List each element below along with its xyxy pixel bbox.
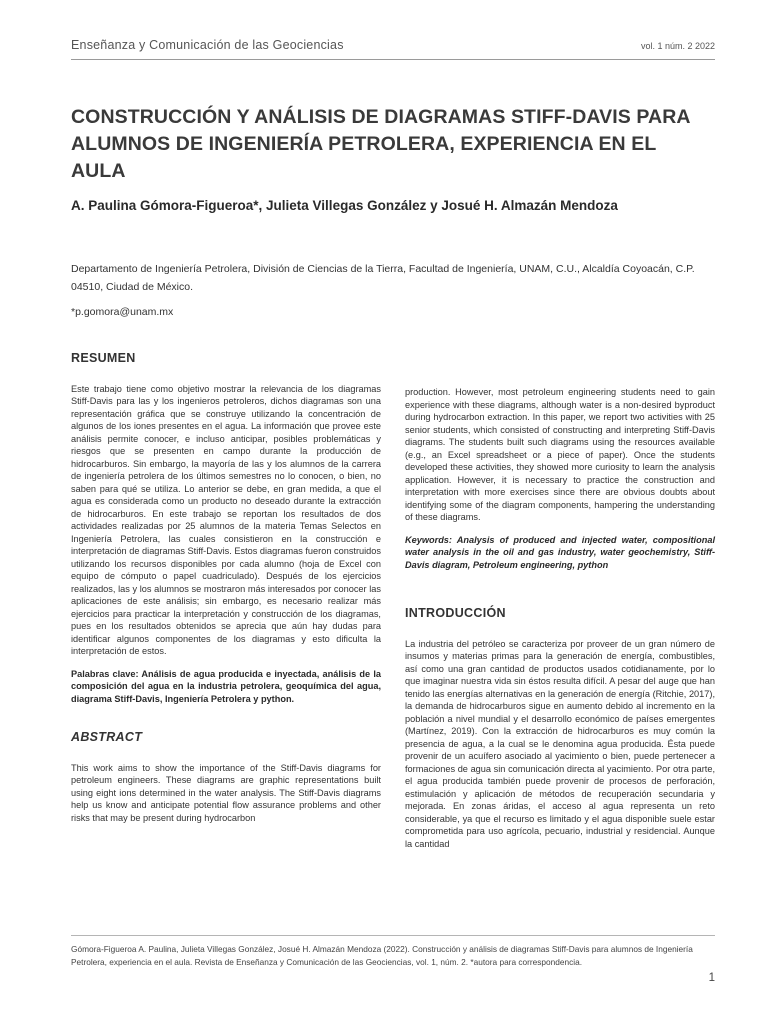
citation-text: Gómora-Figueroa A. Paulina, Julieta Villegas González, Josué H. Almazán Mendoza (2022). Construcción y análisis de diagramas Stiff-Davis para alumnos de Ingeniería Petrolera, experiencia en el aula. Revista de Enseñanza y Comunicación de las Geociencias, vol. 1, núm. 2. *autora para correspondencia. (71, 944, 693, 967)
abstract-body-part2: production. However, most petroleum engineering students need to gain experience with these diagrams, although water is a non-desired byproduct during hydrocarbon extraction. In this paper, we report two activities with 25 senior students, which consisted of constructing and interpreting Stiff-Davis diagrams. The students built such diagrams using the resources available (e.g., an Excel spreadsheet or a piece of paper). Once the students developed these activities, they showed more curiosity to learn the analysis application. However, it is necessary to practice the construction and interpretation with more exercises since there are obvious doubts about identifying some of the diagram components, hampering the understanding of these diagrams. (405, 387, 715, 522)
author-list: A. Paulina Gómora-Figueroa*, Julieta Villegas González y Josué H. Almazán Mendoza (71, 198, 618, 213)
keywords: Keywords: Analysis of produced and injected water, compositional water analysis in the oil and gas industry, water geochemistry, Stiff-Davis diagram, Petroleum engineering, python (405, 534, 715, 570)
issue-info: vol. 1 núm. 2 2022 (640, 41, 715, 51)
affiliation: Departamento de Ingeniería Petrolera, División de Ciencias de la Tierra, Facultad de Ingeniería, UNAM, C.U., Alcaldía Coyoacán, C.P. 04510, Ciudad de México. (71, 263, 695, 293)
left-column (71, 352, 381, 824)
introduccion-body: La industria del petróleo se caracteriza por proveer de un gran número de insumos y materias primas para la generación de energía, combustibles, así como una gran cantidad de productos usados cotidianamente, por lo que imaginar nuestra vida sin éstos resulta difícil. A pesar del auge que han tenido las energías alternativas en la generación de energía (Ritchie, 2017), la demanda de hidrocarburos sigue en aumento debido al incremento en la población a nivel mundial y el desarrollo económico de países emergentes (Martínez, 2019). Con la extracción de hidrocarburos es muy común la presencia de agua, a la cual se le denomina agua producida. Ésta puede provenir de un acuífero asociado al yacimiento o bien, puede pertenecer a formaciones de agua sin comunicación directa al yacimiento. Por otra parte, el agua producida también puede provenir de procesos de perforación, estimulación y aplicación de métodos de recuperación secundaria y mejorada. En zonas áridas, el acceso al agua representa un reto considerable, ya que el recurso es limitado y el agua disponible suele estar comprometida para uso agrícola, pecuario, industrial y residencial. Aunque la cantidad (405, 638, 715, 849)
resumen-body: Este trabajo tiene como objetivo mostrar la relevancia de los diagramas Stiff-Davis para las y los ingenieros petroleros, dichos diagramas son una representación gráfica que se construye utilizando la concentración de algunos de los iones presentes en el agua. La información que provee este análisis permite conocer, e incluso anticipar, posibles problemáticas y riesgos que se presenten en campo durante la producción de hidrocarburos. Sin embargo, la mayoría de las y los alumnos de la carrera de ingeniería petrolera de los últimos semestres no lo conocen, o bien, no saben para qué se utiliza. Lo anterior se debe, en gran medida, a que el agua es considerada como un producto no deseado durante la extracción de hidrocarburos. En este trabajo se reportan los resultados de dos actividades realizadas por 25 alumnos de la materia Temas Selectos en Ingeniería Petrolera, las cuales consistieron en la construcción e interpretación de diagramas Stiff-Davis. Estos diagramas fueron construidos utilizando los recursos disponibles por cada alumno (hoja de Excel con equipo de cómputo o papel cuadriculado). Después de los ejercicios realizados, las y los alumnos se mostraron más interesados por conocer las aplicaciones de este análisis; sin embargo, es necesario realizar más ejercicios para practicar la interpretación y construcción de los diagramas, pues en los resultados obtenidos se aprecia que aún hay dudas para identificar algunos componentes de los diagramas y esto dificulta la interpretación de estos. (71, 383, 381, 656)
abstract-body-part1: This work aims to show the importance of the Stiff-Davis diagrams for petroleum engineers. These diagrams are graphic representations built using eight ions determined in the water analysis. The Stiff-Davis diagrams help us know and anticipate potential flow assurance problems and other risks that may be present during hydrocarbon (71, 762, 381, 823)
page-number: 1 (708, 972, 715, 984)
resumen-heading: RESUMEN (71, 351, 136, 365)
right-column (405, 386, 715, 850)
running-header (71, 38, 715, 60)
abstract-heading: ABSTRACT (71, 730, 143, 744)
journal-name: Enseñanza y Comunicación de las Geociencias (71, 38, 344, 52)
palabras-clave: Palabras clave: Análisis de agua producida e inyectada, análisis de la composición del agua en la industria petrolera, geoquímica del agua, diagrama Stiff-Davis, Ingeniería Petrolera y python. (71, 668, 381, 704)
article-title: CONSTRUCCIÓN Y ANÁLISIS DE DIAGRAMAS STIFF-DAVIS PARA ALUMNOS DE INGENIERÍA PETROLERA, EXPERIENCIA EN EL AULA (71, 106, 690, 182)
corresponding-email: *p.gomora@unam.mx (71, 306, 174, 318)
citation-footer (71, 935, 715, 969)
introduccion-heading: INTRODUCCIÓN (405, 606, 506, 620)
